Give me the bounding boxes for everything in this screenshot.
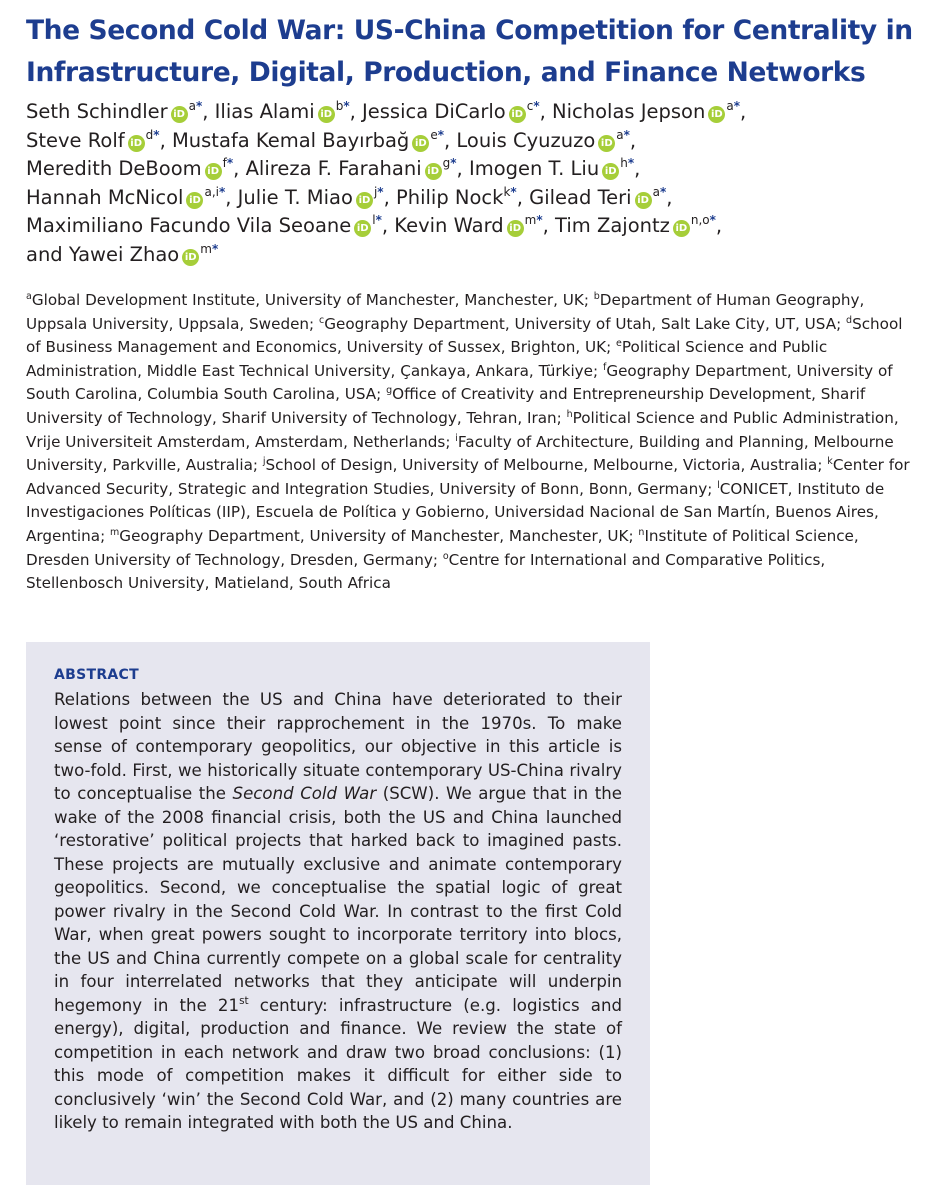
orcid-icon[interactable]: iD: [356, 192, 373, 209]
article-title: The Second Cold War: US-China Competition for Centrality in Infrastructure, Digital, Production, and Finance Networks: [26, 15, 913, 88]
affiliation-text: Center for Advanced Security, Strategic and Integration Studies, University of Bonn, Bonn, Germany;: [26, 456, 910, 498]
affiliation-marker: e: [430, 127, 438, 142]
author-name: Steve Rolf: [26, 128, 125, 152]
asterisk-marker: *: [659, 184, 667, 199]
asterisk-marker: *: [450, 156, 457, 170]
author: [555, 214, 716, 237]
author: [26, 243, 218, 266]
author-name: Philip Nock: [395, 185, 504, 209]
affiliation-marker: f: [222, 156, 227, 170]
asterisk-marker: *: [437, 127, 444, 142]
affiliation-marker: a: [188, 99, 196, 113]
affiliation-label: i: [455, 432, 458, 444]
abstract-text-part: (SCW). We argue that in the wake of the 2008 financial crisis, both the US and China launched ‘restorative’ political projects that harked back to imagined pasts. These projects are mutually exclusive and animate contemporary geopolitics. Second, we conceptualise the spatial logic of great power rivalry in the Second Cold War. In contrast to the first Cold War, when great powers sought to incorporate territory into blocs, the US and China currently compete on a global scale for centrality in four interrelated networks that they anticipate will underpin hegemony in the 21: [54, 784, 622, 1015]
author-name: Ilias Alami: [214, 100, 315, 123]
abstract-text-part: Relations between the US and China have deteriorated to their lowest point since their rapprochement in the 1970s. To make sense of contemporary geopolitics, our objective in this article is two-fold. First, we historically situate contemporary US-China rivalry to conceptualise the: [54, 690, 622, 803]
author-separator: ,: [666, 185, 673, 209]
author-name: Alireza F. Farahani: [245, 157, 422, 180]
affiliation-marker: k: [503, 184, 511, 199]
author-separator: ,: [634, 157, 641, 180]
author-separator: ,: [202, 100, 215, 123]
author-separator: ,: [383, 185, 396, 209]
affiliation-marker: a: [616, 127, 624, 142]
author: [362, 100, 540, 123]
author-name: Mustafa Kemal Bayırbağ: [171, 128, 410, 152]
author-separator: ,: [225, 185, 238, 209]
orcid-icon[interactable]: iD: [171, 106, 188, 123]
affiliation-text: Political Science and Public Administration, Middle East Technical University, Çankaya, Ankara, Türkiye;: [26, 338, 828, 380]
affiliation-text: Geography Department, University of Utah, Salt Lake City, UT, USA;: [324, 314, 847, 333]
author: [238, 186, 384, 209]
affiliation-label: l: [717, 479, 720, 491]
orcid-icon[interactable]: iD: [128, 135, 145, 152]
affiliation-label: h: [566, 408, 573, 420]
author: [469, 157, 634, 180]
affiliation-marker: c: [526, 99, 534, 113]
affiliation-label: m: [110, 526, 120, 538]
affiliation-label: g: [386, 385, 393, 397]
author: [172, 129, 444, 152]
affiliation-label: e: [616, 338, 622, 350]
author-name: Nicholas Jepson: [552, 100, 706, 123]
affiliation-label: j: [262, 456, 266, 468]
affiliation-text: Political Science and Public Administration, Vrije Universiteit Amsterdam, Amsterdam, Netherlands;: [26, 408, 899, 451]
affiliation-text: School of Design, University of Melbourne, Melbourne, Victoria, Australia;: [265, 456, 828, 475]
author: [396, 186, 517, 209]
author-separator: ,: [516, 185, 530, 209]
asterisk-marker: *: [623, 127, 630, 142]
affiliation-text: Geography Department, University of Manchester, Manchester, UK;: [119, 526, 639, 545]
author-separator: ,: [381, 214, 395, 237]
affiliation-marker: m: [200, 241, 212, 256]
affiliation-label: o: [442, 550, 449, 562]
affiliation-text: CONICET, Instituto de Investigaciones Políticas (IIP), Escuela de Política y Gobierno, Universidad Nacional de San Martín, Buenos Aires, Argentina;: [26, 479, 885, 545]
affiliation-marker: n,o: [690, 213, 710, 227]
affiliation-marker: a,i: [204, 184, 219, 199]
orcid-icon[interactable]: iD: [186, 192, 203, 209]
affiliation-text: Office of Creativity and Entrepreneurship Development, Sharif University of Technology, Sharif University of Technology, Tehran, Iran;: [26, 385, 866, 427]
abstract-heading: ABSTRACT: [54, 667, 139, 683]
author-name: Maximiliano Facundo Vila Seoane: [26, 214, 352, 237]
author: [26, 186, 225, 209]
asterisk-marker: *: [733, 99, 740, 113]
abstract-text-part: century: infrastructure (e.g. logistics and energy), digital, production and finance. We review the state of competition in each network and draw two broad conclusions: (1) this mode of competition makes it difficult for either side to conclusively ‘win’ the Second Cold War, and (2) many countries are likely to remain integrated with both the US and China.: [54, 995, 622, 1132]
affiliation-text: Geography Department, University of South Carolina, Columbia South Carolina, USA;: [26, 361, 893, 404]
author-name: Hannah McNicol: [26, 185, 184, 209]
author: [26, 100, 202, 123]
author-name: Imogen T. Liu: [468, 157, 600, 180]
author-separator: ,: [159, 128, 172, 152]
orcid-icon[interactable]: iD: [673, 220, 690, 237]
orcid-icon[interactable]: iD: [318, 106, 335, 123]
affiliation-label: a: [26, 291, 32, 302]
author: [456, 129, 630, 152]
asterisk-marker: *: [153, 127, 160, 142]
abstract-superscript: st: [239, 994, 249, 1007]
asterisk-marker: *: [709, 213, 716, 227]
affiliation-label: f: [602, 361, 607, 373]
affiliation-marker: h: [620, 156, 628, 170]
affiliation-label: b: [593, 291, 600, 302]
author-name: Seth Schindler: [26, 100, 168, 123]
affiliation-marker: g: [442, 156, 451, 170]
asterisk-marker: *: [226, 156, 234, 170]
author: [215, 100, 350, 123]
affiliation-label: k: [827, 456, 833, 468]
affiliation-marker: d: [145, 127, 154, 142]
author-separator: ,: [539, 100, 553, 123]
author-name: Jessica DiCarlo: [362, 100, 506, 123]
author-separator: ,: [542, 214, 556, 237]
author: [552, 100, 740, 123]
asterisk-marker: *: [375, 213, 382, 227]
author-name: Tim Zajontz: [555, 214, 670, 237]
orcid-icon[interactable]: iD: [598, 135, 615, 152]
affiliation-marker: l: [372, 213, 376, 227]
affiliation-label: c: [319, 314, 325, 326]
asterisk-marker: *: [510, 184, 517, 199]
author: [529, 186, 666, 209]
author-separator: ,: [629, 128, 637, 152]
affiliation-text: Centre for International and Comparative Politics, Stellenbosch University, Matieland, South Africa: [26, 550, 826, 593]
author-name: Meredith DeBoom: [26, 157, 202, 180]
orcid-icon[interactable]: iD: [602, 163, 619, 180]
abstract-italic-term: Second Cold War: [232, 784, 377, 803]
affiliation-marker: b: [335, 99, 344, 113]
affiliation-text: Faculty of Architecture, Building and Planning, Melbourne University, Parkville, Australia;: [26, 432, 894, 475]
asterisk-marker: *: [533, 99, 540, 113]
asterisk-marker: *: [211, 241, 219, 256]
affiliations: [26, 289, 918, 596]
affiliation-label: n: [638, 526, 645, 538]
asterisk-marker: *: [536, 213, 543, 227]
author: [26, 157, 233, 180]
abstract-text: [54, 688, 622, 1135]
author: [26, 129, 160, 152]
affiliation-text: Department of Human Geography, Uppsala University, Uppsala, Sweden;: [26, 291, 865, 333]
orcid-icon[interactable]: iD: [182, 249, 199, 266]
author-separator: ,: [443, 128, 457, 152]
author-name: Gilead Teri: [529, 185, 632, 209]
affiliation-marker: a: [652, 184, 660, 199]
author-name: Julie T. Miao: [237, 185, 353, 209]
asterisk-marker: *: [195, 99, 203, 113]
affiliation-marker: j: [373, 184, 378, 199]
orcid-icon[interactable]: iD: [425, 163, 442, 180]
affiliation-text: Global Development Institute, University of Manchester, Manchester, UK;: [31, 291, 594, 309]
affiliation-marker: m: [524, 213, 537, 227]
affiliation-label: d: [846, 314, 853, 326]
asterisk-marker: *: [218, 184, 226, 199]
author-separator: ,: [349, 100, 362, 123]
author-name: Kevin Ward: [394, 214, 504, 237]
affiliation-text: Institute of Political Science, Dresden University of Technology, Dresden, Germany;: [26, 526, 859, 569]
author: [394, 214, 542, 237]
affiliation-text: School of Business Management and Economics, University of Sussex, Brighton, UK;: [26, 314, 903, 357]
author-separator: ,: [739, 100, 747, 123]
author: [246, 157, 457, 180]
orcid-icon[interactable]: iD: [205, 163, 222, 180]
author-separator: ,: [715, 214, 723, 237]
orcid-icon[interactable]: iD: [509, 106, 526, 123]
asterisk-marker: *: [627, 156, 635, 170]
orcid-icon[interactable]: iD: [708, 106, 725, 123]
asterisk-marker: *: [343, 99, 350, 113]
author-list: [26, 98, 926, 269]
affiliation-marker: a: [726, 99, 734, 113]
orcid-icon[interactable]: iD: [507, 220, 524, 237]
author-separator: ,: [233, 157, 246, 180]
author-separator: ,: [456, 157, 469, 180]
author: [26, 214, 382, 237]
orcid-icon[interactable]: iD: [635, 192, 652, 209]
author-name: Louis Cyuzuzo: [456, 128, 596, 152]
orcid-icon[interactable]: iD: [412, 135, 429, 152]
asterisk-marker: *: [377, 184, 384, 199]
author-name: and Yawei Zhao: [26, 242, 180, 266]
orcid-icon[interactable]: iD: [354, 220, 371, 237]
